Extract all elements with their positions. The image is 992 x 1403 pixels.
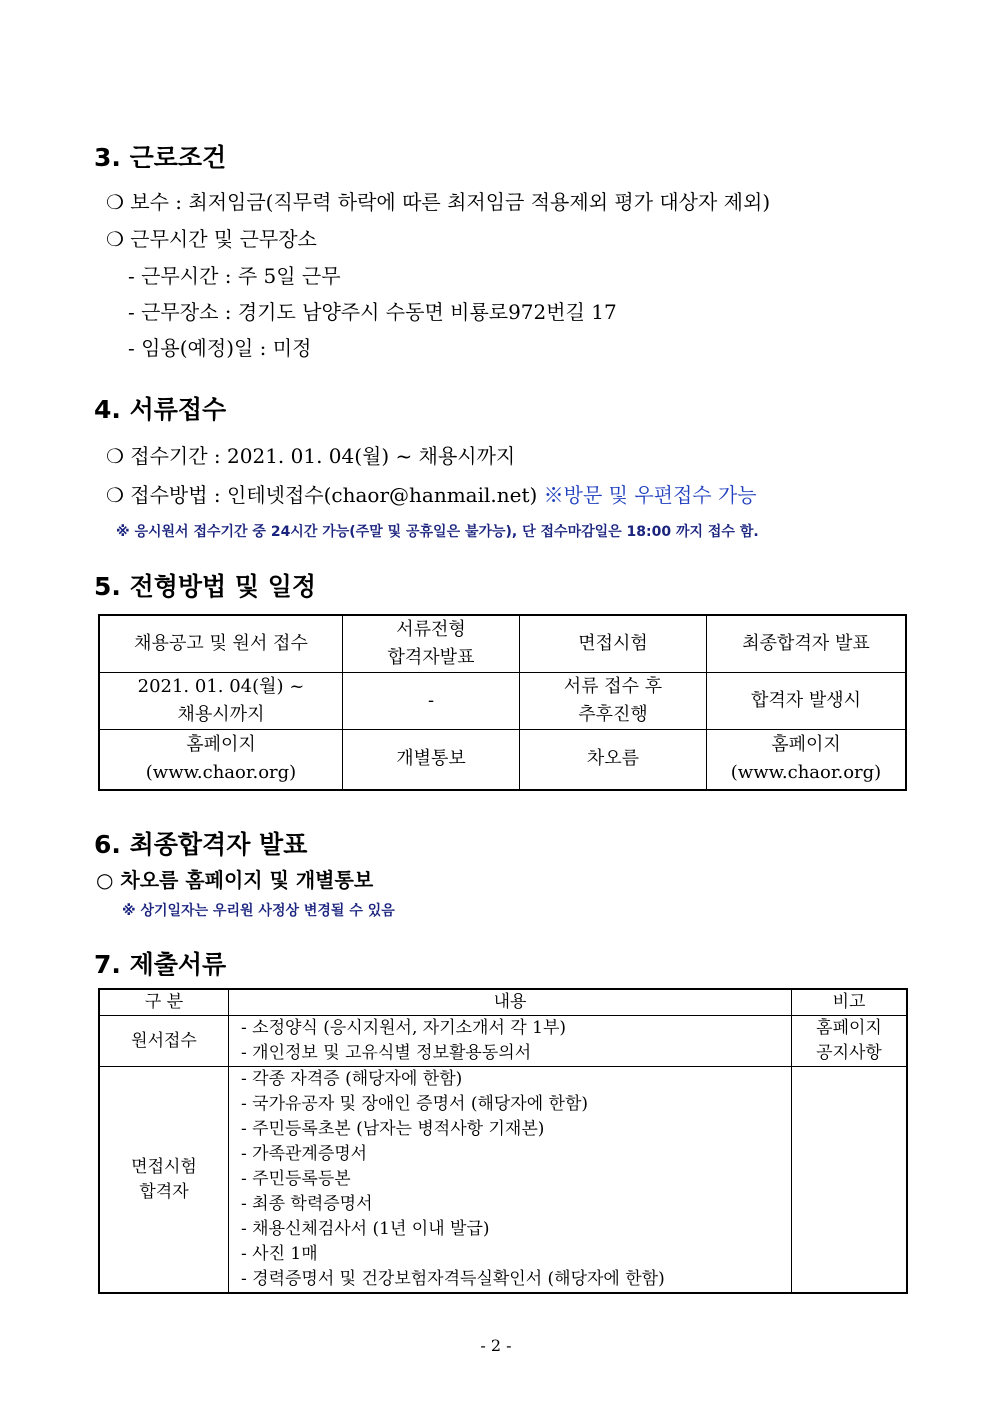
hours-line: - 근무시간 : 주 5일 근무: [128, 264, 341, 288]
table-cell: [229, 1016, 792, 1067]
section7-heading: 7. 제출서류: [94, 950, 227, 979]
header-cell-line: 합격자발표: [387, 647, 475, 668]
list-item: - 사진 1매: [241, 1244, 318, 1264]
section3-heading: 3. 근로조건: [94, 143, 227, 172]
list-item: - 국가유공자 및 장애인 증명서 (해당자에 한함): [241, 1094, 589, 1114]
cell-line: 홈페이지: [771, 734, 841, 756]
cell-line: 면접시험: [131, 1156, 197, 1177]
cell-line: 홈페이지: [816, 1018, 882, 1038]
method-line: [106, 479, 757, 508]
announce-line: ○ 차오름 홈페이지 및 개별통보: [96, 868, 374, 892]
cell-line: 채용시까지: [177, 704, 265, 725]
header-cell-line: 서류전형: [396, 619, 466, 640]
time-place-line: ❍ 근무시간 및 근무장소: [106, 227, 317, 251]
cell-line: (www.chaor.org): [145, 762, 297, 784]
table-row: [99, 673, 906, 730]
pay-line: ❍ 보수 : 최저임금(직무력 하락에 따른 최저임금 적용제외 평가 대상자 제외): [106, 190, 771, 214]
table-cell: [229, 1067, 792, 1294]
start-date-line: - 임용(예정)일 : 미정: [128, 336, 312, 360]
cell-line: 2021. 01. 04(월) ~: [137, 676, 305, 697]
method-text: ❍ 접수방법 : 인테넷접수(chaor@hanmail.net): [106, 483, 538, 507]
list-item: - 가족관계증명서: [241, 1144, 368, 1164]
method-extra: ※방문 및 우편접수 가능: [543, 483, 757, 507]
header-cell: [343, 615, 520, 673]
schedule-table: [98, 614, 907, 791]
table-row: [99, 730, 906, 790]
section4-heading: 4. 서류접수: [94, 395, 227, 424]
header-cell: 내용: [229, 989, 792, 1016]
table-cell: [792, 1016, 908, 1067]
section6-heading: 6. 최종합격자 발표: [94, 830, 308, 859]
list-item: - 주민등록초본 (남자는 병적사항 기재본): [241, 1119, 545, 1139]
table-cell: [792, 1067, 908, 1294]
table-cell: [99, 1067, 229, 1294]
table-cell: -: [343, 673, 520, 730]
announce-note: ※ 상기일자는 우리원 사정상 변경될 수 있음: [122, 903, 395, 919]
cell-line: 추후진행: [578, 704, 648, 725]
table-header-row: [99, 989, 907, 1016]
table-cell: [99, 673, 343, 730]
place-line: - 근무장소 : 경기도 남양주시 수동면 비룡로972번길 17: [128, 300, 617, 324]
table-row: [99, 1016, 907, 1067]
table-header-row: [99, 615, 906, 673]
header-cell: 면접시험: [520, 615, 707, 673]
table-cell: 차오름: [520, 730, 707, 790]
list-item: - 소정양식 (응시지원서, 자기소개서 각 1부): [241, 1018, 566, 1038]
list-item: - 개인정보 및 고유식별 정보활용동의서: [241, 1043, 532, 1063]
table-cell: [99, 730, 343, 790]
cell-line: (www.chaor.org): [730, 762, 882, 784]
cell-line: 서류 접수 후: [563, 676, 663, 697]
table-cell: 개별통보: [343, 730, 520, 790]
header-cell: 채용공고 및 원서 접수: [99, 615, 343, 673]
period-line: ❍ 접수기간 : 2021. 01. 04(월) ~ 채용시까지: [106, 444, 516, 468]
cell-line: 홈페이지: [186, 734, 256, 756]
list-item: - 각종 자격증 (해당자에 한함): [241, 1069, 463, 1089]
table-row: [99, 1067, 907, 1294]
table-cell: [520, 673, 707, 730]
list-item: - 경력증명서 및 건강보험자격득실확인서 (해당자에 한함): [241, 1269, 665, 1289]
page-number: - 2 -: [480, 1336, 512, 1355]
submission-note: ※ 응시원서 접수기간 중 24시간 가능(주말 및 공휴일은 불가능), 단 접수마감일은 18:00 까지 접수 함.: [116, 524, 759, 540]
header-cell: 구 분: [99, 989, 229, 1016]
table-cell: 원서접수: [99, 1016, 229, 1067]
list-item: - 채용신체검사서 (1년 이내 발급): [241, 1219, 490, 1239]
table-cell: 합격자 발생시: [707, 673, 907, 730]
cell-line: 합격자: [139, 1181, 189, 1202]
header-cell: 비고: [792, 989, 908, 1016]
table-cell: [707, 730, 907, 790]
list-item: - 주민등록등본: [241, 1169, 351, 1189]
header-cell: 최종합격자 발표: [707, 615, 907, 673]
list-item: - 최종 학력증명서: [241, 1194, 373, 1214]
documents-table: [98, 988, 908, 1294]
section5-heading: 5. 전형방법 및 일정: [94, 572, 317, 601]
cell-line: 공지사항: [816, 1043, 882, 1063]
